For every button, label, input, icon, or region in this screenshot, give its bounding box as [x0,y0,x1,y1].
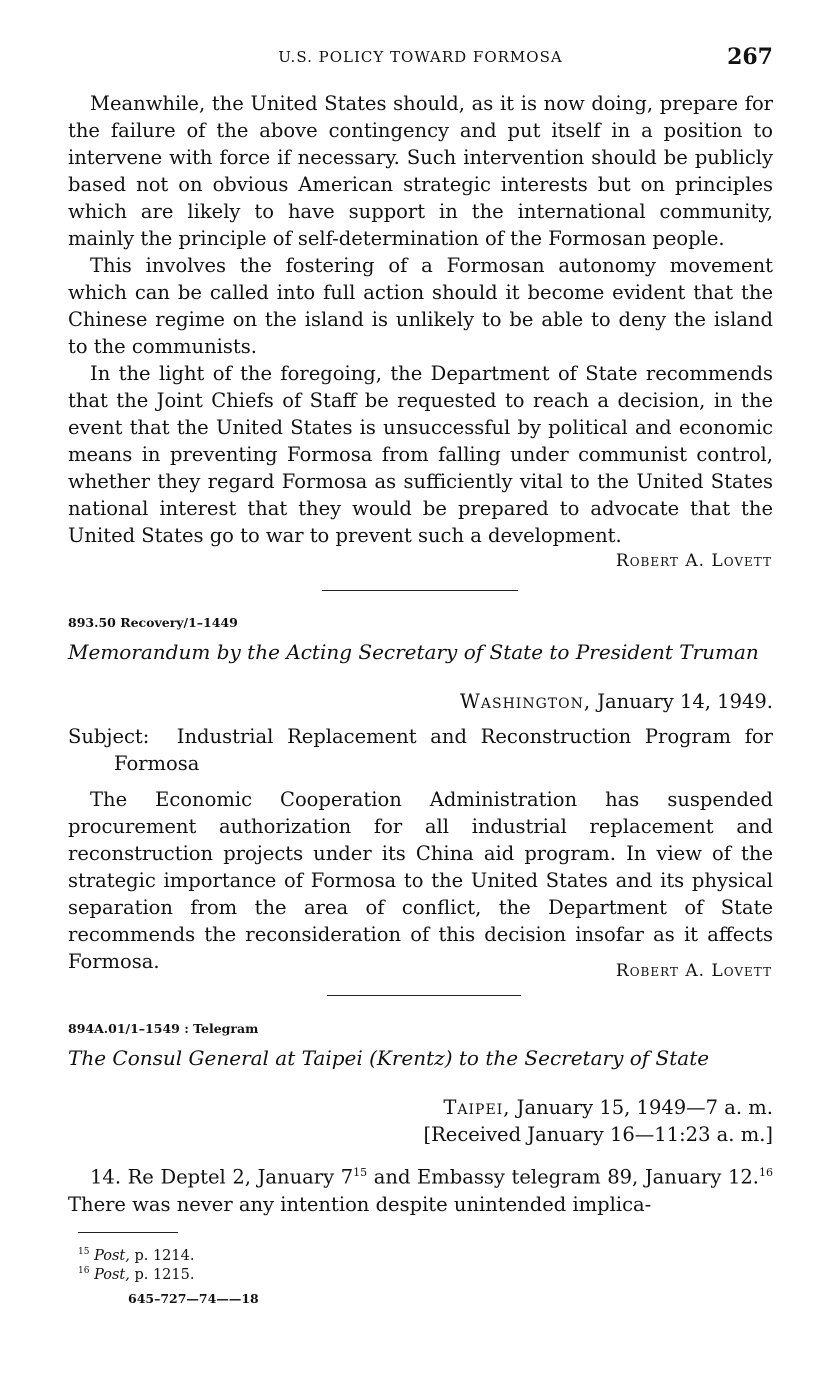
file-number: 894A.01/1–1549 : Telegram [68,1021,259,1036]
printer-line: 645–727—74——18 [128,1291,259,1306]
signature: Robert A. Lovett [615,551,772,571]
paragraph-text: There was never any intention despite unintended implica- [68,1192,652,1216]
paragraph: Meanwhile, the United States should, as it is now doing, prepare for the failure of the above contingency and put itself in a position to intervene with force if necessary. Such intervention should be publicly based not on obvious American strategic interests but on principles which are likely to have support in the international community, mainly the principle of self-determination of the Formosan people. [68,92,773,250]
received-line: [Received January 16—11:23 a. m.] [423,1123,773,1146]
paragraph-text: 14. Re Deptel 2, January 7 [90,1165,354,1189]
dateline-date: January 15, 1949—7 a. m. [510,1096,773,1119]
dateline [460,690,773,713]
paragraph [68,1159,773,1218]
document-title: Memorandum by the Acting Secretary of State to President Truman [68,640,759,664]
section-divider [322,590,518,591]
footnote-italic: Post, [94,1266,130,1283]
dateline-place: Washington, [459,690,592,713]
footnote-ref: 15 [353,1166,368,1179]
dateline-place: Taipei, [443,1096,511,1119]
subject-text: Industrial Replacement and Reconstruction Program for [176,725,773,748]
footnote-ref: 16 [759,1166,773,1179]
doc2-body [68,786,773,975]
section-divider [327,995,521,996]
doc3-body [68,1159,773,1218]
dateline [443,1096,773,1119]
signature: Robert A. Lovett [615,961,772,981]
paragraph: The Economic Cooperation Administration has suspended procurement authorization for all industrial replacement and reconstruction projects under its China aid program. In view of the strategic importance of Formosa to the United States and its physical separation from the area of conflict, the Department of State recommends the reconsideration of this decision insofar as it affects Formosa. [68,788,773,973]
subject-label: Subject: [68,725,150,748]
footnote [78,1244,194,1265]
page-number: 267 [727,44,773,70]
footnote-number: 16 [78,1266,90,1276]
subject [68,723,773,777]
running-head [68,44,773,72]
running-title: U.S. POLICY TOWARD FORMOSA [278,48,563,66]
file-number: 893.50 Recovery/1–1449 [68,615,238,630]
section1-body [68,90,773,549]
footnote-text: p. 1215. [129,1266,195,1283]
footnote-italic: Post, [94,1247,130,1264]
paragraph: In the light of the foregoing, the Department of State recommends that the Joint Chiefs of Staff be requested to reach a decision, in the event that the United States is unsuccessful by political and economic means in preventing Formosa from falling under communist control, whether they regard Formosa as sufficiently vital to the United States national interest that they would be prepared to advocate that the United States go to war to prevent such a development. [68,362,773,547]
footnote-text: p. 1214. [129,1247,195,1264]
footnote [78,1263,194,1284]
dateline-date: January 14, 1949. [591,690,773,713]
subject-line-1 [68,723,773,750]
subject-line-2: Formosa [114,752,200,775]
document-title: The Consul General at Taipei (Krentz) to the Secretary of State [68,1046,710,1070]
footnote-rule [78,1232,178,1233]
footnote-number: 15 [78,1247,90,1257]
paragraph: This involves the fostering of a Formosan autonomy movement which can be called into full action should it become evident that the Chinese regime on the island is unlikely to be able to deny the island to the communists. [68,254,773,358]
paragraph-text: and Embassy telegram 89, January 12. [367,1165,759,1189]
